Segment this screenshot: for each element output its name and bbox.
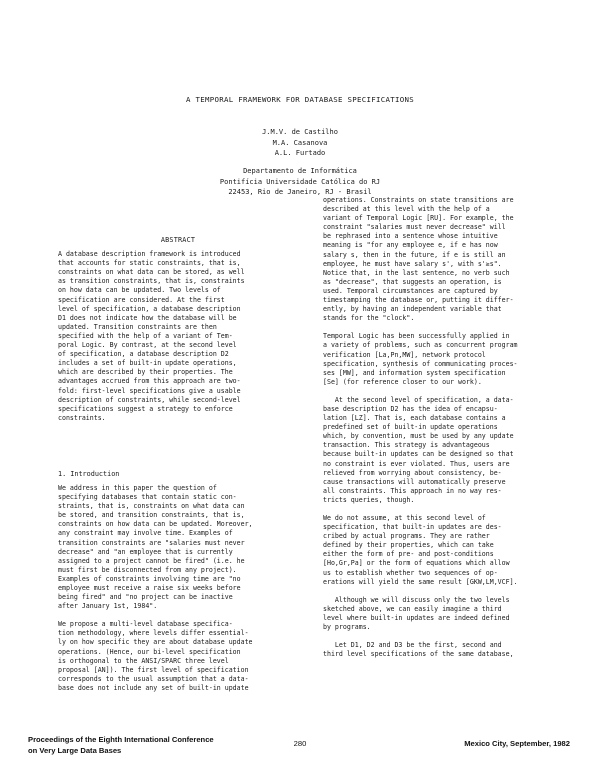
text-line: specifications suggest a strategy to enforce — [58, 404, 233, 413]
text-line: cause transactions will automatically preserve — [323, 477, 506, 486]
text-line: ly on how specific they are about database update — [58, 638, 253, 647]
text-line: by programs. — [323, 623, 371, 632]
text-line: level where built-in updates are indeed defined — [323, 613, 510, 622]
text-line: assigned to a project cannot be fired" (i.e. he — [58, 556, 245, 565]
right-paragraph-6 — [323, 641, 563, 659]
text-line: either the form of pre- and post-conditions — [323, 550, 494, 559]
text-line: specifying databases that contain static con- — [58, 493, 237, 502]
page-number: 280 — [293, 739, 307, 748]
right-paragraph-5 — [323, 596, 563, 632]
text-line: meaning is "for any employee e, if e has now — [323, 241, 498, 250]
text-line: tricts queries, though. — [323, 495, 415, 504]
affiliation-line: Departamento de Informática — [243, 167, 357, 175]
abstract-heading: ABSTRACT — [160, 236, 196, 244]
text-line: lation [LZ]. That is, each database contains a — [323, 414, 506, 423]
text-line: constraints on what data can be stored, as well — [58, 268, 245, 277]
text-line: variant of Temporal Logic [RU]. For example, the — [323, 214, 514, 223]
text-line: base does not include any set of built-in update — [58, 683, 249, 692]
text-line: described at this level with the help of a — [323, 205, 490, 214]
text-line: advantages accrued from this approach are two- — [58, 377, 241, 386]
right-paragraph-1 — [323, 196, 563, 323]
text-line: constraints on how data can be updated. Moreover, — [58, 520, 253, 529]
text-line: operations. Constraints on state transitions are — [323, 196, 514, 204]
text-line: D1 does not indicate how the database will be — [58, 313, 237, 322]
author-name: A.L. Furtado — [274, 149, 326, 157]
author-list — [0, 127, 600, 159]
intro-paragraph-2 — [58, 620, 298, 693]
text-line: must first be disconnected from any project). — [58, 565, 237, 574]
text-line: At the second level of specification, a data- — [323, 395, 514, 404]
text-line: [Se] (for reference closer to our work). — [323, 377, 482, 386]
text-line: defined by their properties, which can take — [323, 541, 494, 550]
text-line: predefined set of built-in update operations — [323, 423, 498, 432]
text-line: no constraint is ever violated. Thus, users are — [323, 459, 510, 468]
text-line: proposal [AN]). The first level of specification — [58, 665, 249, 674]
text-line: us to establish whether two sequences of op- — [323, 568, 498, 577]
text-line: operations. (Hence, our bi-level specification — [58, 647, 241, 656]
text-line: We propose a multi-level database specifica- — [58, 620, 233, 629]
text-line: Let D1, D2 and D3 be the first, second and — [323, 641, 502, 650]
text-line: constraints. — [58, 413, 106, 422]
text-line: which are described by their properties. The — [58, 368, 233, 377]
text-line: because built-in updates can be designed so that — [323, 450, 514, 459]
text-line: corresponds to the usual assumption that a data- — [58, 674, 249, 683]
introduction-heading: 1. Introduction — [58, 469, 120, 478]
text-line: specification, that built-in updates are des- — [323, 523, 502, 532]
text-line: any constraint may involve time. Examples of — [58, 529, 233, 538]
left-column — [58, 236, 298, 702]
text-line: stands for the "clock". — [323, 314, 415, 323]
text-line: all constraints. This approach in no way res- — [323, 486, 502, 495]
abstract-text — [58, 250, 298, 423]
text-line: We address in this paper the question of — [58, 483, 217, 492]
text-line: which, by convention, must be used by any update — [323, 432, 514, 441]
text-line: be rephrased into a sentence whose intuitive — [323, 232, 498, 241]
text-line: used. Temporal circumstances are captured by — [323, 286, 498, 295]
text-line: transaction. This strategy is advantageous — [323, 441, 490, 450]
text-line: description of constraints, while second-level — [58, 395, 241, 404]
text-line: salary s, then in the future, if e is still an — [323, 250, 506, 259]
text-line: after January 1st, 1984". — [58, 602, 158, 611]
text-line: as transition constraints, that is, constraints — [58, 277, 245, 286]
text-line: Examples of constraints involving time are "no — [58, 574, 241, 583]
text-line: fold: first-level specifications give a usable — [58, 386, 241, 395]
text-line: base description D2 has the idea of encapsu- — [323, 404, 498, 413]
affiliation-line: 22453, Rio de Janeiro, RJ - Brasil — [228, 188, 372, 196]
text-line: poral Logic. By contrast, at the second level — [58, 341, 237, 350]
text-line: ses [MW], and information system specification — [323, 368, 506, 377]
affiliation — [0, 166, 600, 198]
right-paragraph-2 — [323, 332, 563, 387]
text-line: specified with the help of a variant of Tem- — [58, 331, 233, 340]
text-line: on how data can be updated. Two levels of — [58, 286, 221, 295]
text-line: be stored, and transition constraints, that is, — [58, 511, 245, 520]
paper-title: A TEMPORAL FRAMEWORK FOR DATABASE SPECIFICATIONS — [186, 95, 414, 104]
text-line: constraint "salaries must never decrease" will — [323, 223, 506, 232]
text-line: of specification, a database description D2 — [58, 350, 229, 359]
text-line: A database description framework is introduced — [58, 250, 241, 259]
text-line: erations will yield the same result [GKW,LM,VCF]. — [323, 577, 518, 586]
text-line: ently, by having an independent variable that — [323, 305, 502, 314]
location-date: Mexico City, September, 1982 — [464, 739, 570, 748]
author-name: J.M.V. de Castilho — [262, 128, 338, 136]
text-line: is orthogonal to the ANSI/SPARC three level — [58, 656, 229, 665]
text-line: Notice that, in the last sentence, no verb such — [323, 268, 510, 277]
text-line: a variety of problems, such as concurrent program — [323, 341, 518, 350]
text-line: being fired" and "no project can be inactive — [58, 593, 233, 602]
text-line: Although we will discuss only the two levels — [323, 595, 510, 604]
text-line: decrease" and "an employee that is currently — [58, 547, 233, 556]
text-line: relieved from worrying about consistency, be- — [323, 468, 502, 477]
text-line: that accounts for static constraints, that is, — [58, 259, 241, 268]
text-line: employee, he must have salary s', with s'≥s". — [323, 259, 502, 268]
footer-line: Proceedings of the Eighth International Conference — [28, 735, 214, 744]
text-line: cribed by actual programs. They are rather — [323, 532, 490, 541]
right-paragraph-4 — [323, 514, 563, 587]
right-column — [323, 196, 563, 668]
text-line: [Ho,Gr,Pa] or the form of equations which allow — [323, 559, 510, 568]
text-line: Temporal Logic has been successfully applied in — [323, 332, 510, 341]
intro-paragraph-1 — [58, 484, 298, 611]
text-line: specification are considered. At the first — [58, 295, 225, 304]
text-line: level of specification, a database description — [58, 304, 241, 313]
author-name: M.A. Casanova — [272, 138, 328, 147]
text-line: sketched above, we can easily imagine a third — [323, 604, 502, 613]
text-line: includes a set of built-in update operations, — [58, 359, 237, 368]
text-line: third level specifications of the same database, — [323, 650, 514, 659]
text-line: specification, synthesis of communicating proces- — [323, 359, 518, 368]
text-line: verification [La,Pn,MW], network protocol — [323, 350, 486, 359]
text-line: transition constraints are "salaries must never — [58, 538, 245, 547]
text-line: employee must receive a raise six weeks before — [58, 584, 241, 592]
text-line: We do not assume, at this second level of — [323, 514, 486, 522]
text-line: straints, that is, constraints on what data can — [58, 502, 245, 511]
footer-line: on Very Large Data Bases — [28, 745, 122, 755]
text-line: tion methodology, where levels differ essential- — [58, 629, 249, 638]
affiliation-line: Pontifícia Universidade Católica do RJ — [219, 177, 381, 186]
text-line: timestamping the database or, putting it differ- — [323, 296, 514, 305]
right-paragraph-3 — [323, 396, 563, 505]
text-line: updated. Transition constraints are then — [58, 322, 217, 331]
text-line: as "decrease", that suggests an operation, is — [323, 277, 502, 286]
